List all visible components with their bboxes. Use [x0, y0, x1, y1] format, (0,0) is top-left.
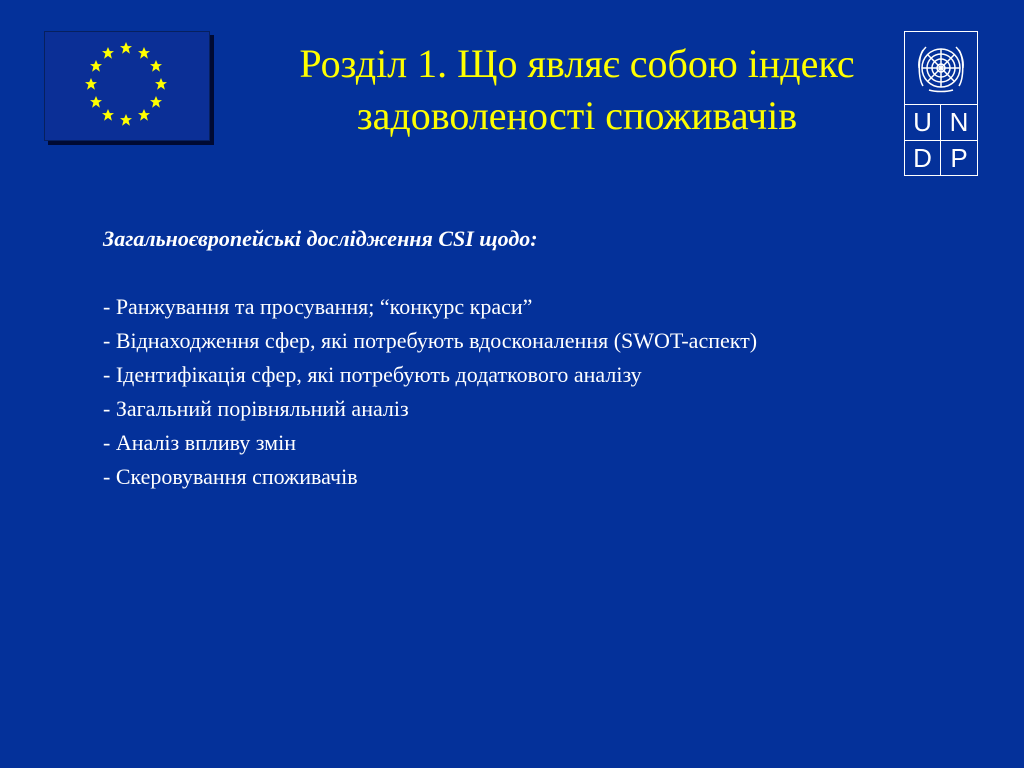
undp-letter-n: N	[941, 104, 977, 140]
undp-logo-icon	[904, 31, 978, 176]
un-emblem-icon	[905, 32, 977, 104]
list-item: - Ранжування та просування; “конкурс краси”	[103, 294, 533, 319]
list-item: - Загальний порівняльний аналіз	[103, 396, 409, 421]
page-title: Розділ 1. Що являє собою індекс задоволеності споживачів	[299, 41, 855, 138]
section-subtitle: Загальноєвропейські дослідження CSI щодо:	[103, 226, 538, 251]
list-item: - Ідентифікація сфер, які потребують додаткового аналізу	[103, 362, 642, 387]
slide-content	[103, 222, 893, 494]
undp-letter-p: P	[941, 140, 977, 176]
list-item: - Віднаходження сфер, які потребують вдосконалення (SWOT-аспект)	[103, 328, 758, 353]
eu-stars-icon	[45, 32, 211, 142]
undp-letters	[905, 104, 977, 175]
eu-flag-icon	[44, 31, 210, 141]
list-item: - Аналіз впливу змін	[103, 430, 296, 455]
undp-letter-u: U	[905, 104, 941, 140]
bullet-list	[103, 290, 893, 494]
undp-letter-d: D	[905, 140, 941, 176]
list-item: - Скеровування споживачів	[103, 464, 358, 489]
